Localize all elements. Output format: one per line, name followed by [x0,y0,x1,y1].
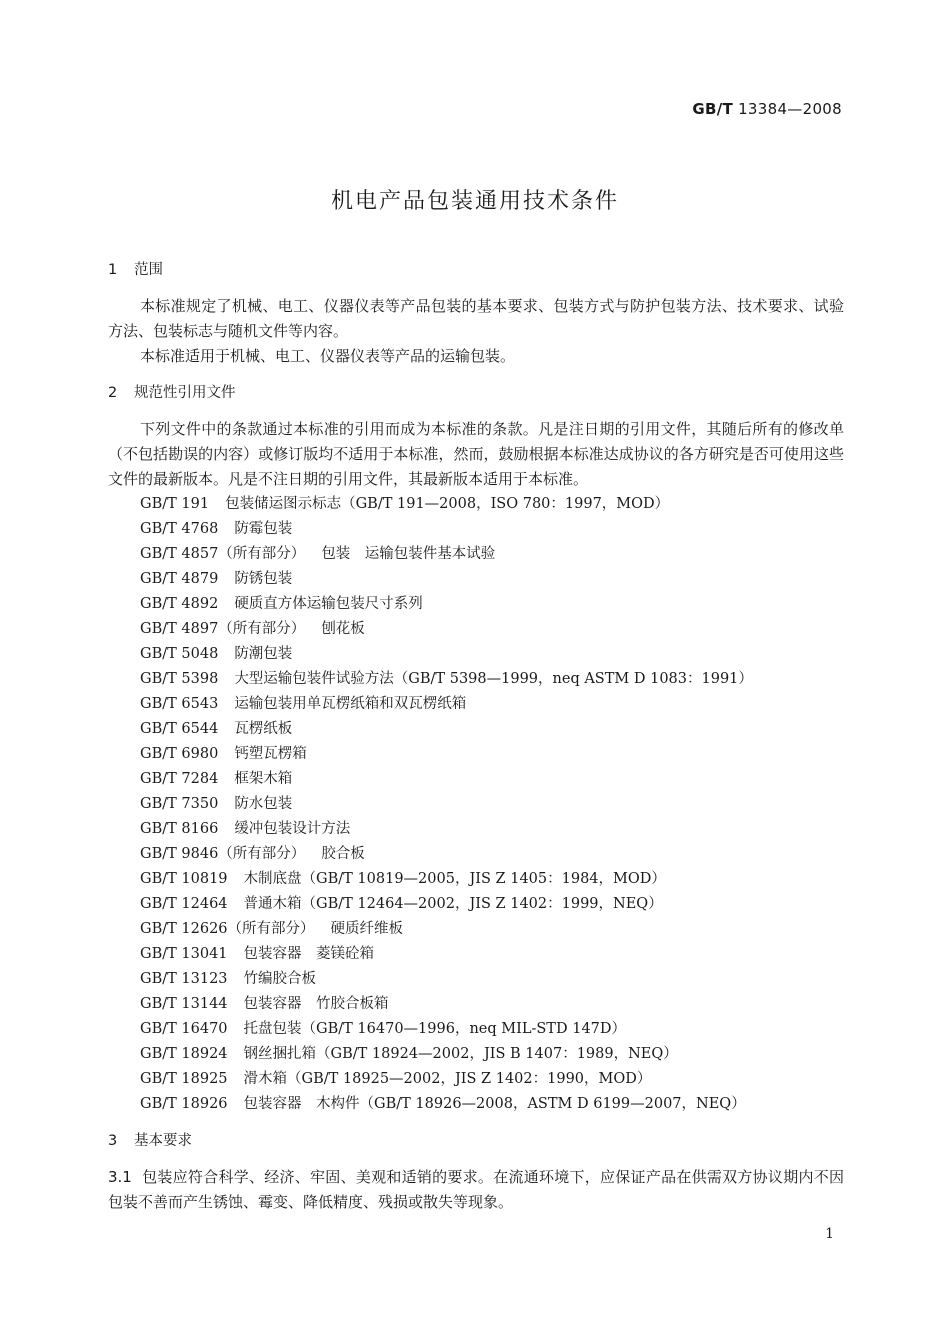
reference-title: 钢丝捆扎箱（GB/T 18924—2002，JIS B 1407：1989，NEQ） [243,1046,678,1062]
reference-code: GB/T 7284 [140,771,219,787]
reference-code: GB/T 5398 [140,671,219,687]
document-body [108,258,844,1215]
clause-3-1 [108,1165,844,1215]
reference-title: 包装储运图示标志（GB/T 191—2008，ISO 780：1997，MOD） [225,496,670,512]
reference-item [108,892,844,917]
section-title: 范围 [134,262,163,278]
reference-code: GB/T 10819 [140,871,228,887]
reference-item [108,1067,844,1092]
reference-item [108,792,844,817]
reference-title: 防水包装 [234,796,293,812]
section-number: 3 [108,1133,118,1149]
reference-item [108,917,844,942]
reference-code: GB/T 5048 [140,646,219,662]
clause-text: 包装应符合科学、经济、牢固、美观和适销的要求。在流通环境下，应保证产品在供需双方协议期内不因包装不善而产生锈蚀、霉变、降低精度、残损或散失等现象。 [108,1168,844,1211]
reference-title: 滑木箱（GB/T 18925—2002，JIS Z 1402：1990，MOD） [243,1071,652,1087]
reference-item [108,767,844,792]
reference-code: GB/T 12464 [140,896,228,912]
reference-item [108,492,844,517]
reference-code: GB/T 4857（所有部分） [140,546,306,562]
reference-title: 包装容器 菱镁砼箱 [243,946,375,962]
clause-number: 3.1 [108,1168,132,1186]
reference-item [108,742,844,767]
reference-title: 瓦楞纸板 [234,721,293,737]
reference-code: GB/T 16470 [140,1021,228,1037]
reference-code: GB/T 13123 [140,971,228,987]
page-number: 1 [825,1226,834,1242]
reference-title: 钙塑瓦楞箱 [234,746,307,762]
reference-item [108,542,844,567]
reference-code: GB/T 4768 [140,521,219,537]
reference-item [108,842,844,867]
reference-code: GB/T 18925 [140,1071,228,1087]
reference-item [108,992,844,1017]
section-title: 规范性引用文件 [134,385,236,401]
section-1-heading [108,258,844,282]
reference-item [108,517,844,542]
reference-code: GB/T 18926 [140,1096,228,1112]
paragraph: 本标准规定了机械、电工、仪器仪表等产品包装的基本要求、包装方式与防护包装方法、技术要求、试验方法、包装标志与随机文件等内容。 [108,297,844,340]
paragraph: 下列文件中的条款通过本标准的引用而成为本标准的条款。凡是注日期的引用文件，其随后所有的修改单（不包括勘误的内容）或修订版均不适用于本标准，然而，鼓励根据本标准达成协议的各方研究是否可使用这些文件的最新版本。凡是不注日期的引用文件，其最新版本适用于本标准。 [108,420,844,488]
section-number: 1 [108,262,118,278]
reference-code: GB/T 6543 [140,696,219,712]
reference-item [108,717,844,742]
reference-item [108,1092,844,1117]
reference-item [108,817,844,842]
reference-title: 缓冲包装设计方法 [234,821,351,837]
reference-title: 普通木箱（GB/T 12464—2002，JIS Z 1402：1999，NEQ） [243,896,663,912]
reference-item [108,1042,844,1067]
reference-title: 防潮包装 [234,646,293,662]
reference-item [108,567,844,592]
reference-code: GB/T 13041 [140,946,228,962]
section-number: 2 [108,385,118,401]
reference-title: 硬质直方体运输包装尺寸系列 [234,596,423,612]
reference-code: GB/T 12626（所有部分） [140,921,315,937]
reference-title: 胶合板 [321,846,365,862]
reference-item [108,592,844,617]
section-3-heading [108,1129,844,1153]
reference-code: GB/T 7350 [140,796,219,812]
reference-title: 包装容器 木构件（GB/T 18926—2008，ASTM D 6199—2007，NEQ） [243,1096,746,1112]
reference-title: 木制底盘（GB/T 10819—2005，JIS Z 1405：1984，MOD） [243,871,666,887]
reference-title: 防霉包装 [234,521,293,537]
reference-title: 防锈包装 [234,571,293,587]
reference-code: GB/T 191 [140,496,210,512]
reference-code: GB/T 4892 [140,596,219,612]
reference-title: 刨花板 [321,621,365,637]
reference-item [108,692,844,717]
reference-title: 竹编胶合板 [243,971,317,987]
reference-title: 运输包装用单瓦楞纸箱和双瓦楞纸箱 [234,696,467,712]
reference-code: GB/T 4897（所有部分） [140,621,306,637]
reference-title: 托盘包装（GB/T 16470—1996，neq MIL-STD 147D） [243,1021,627,1037]
reference-title: 包装容器 竹胶合板箱 [243,996,389,1012]
reference-item [108,942,844,967]
reference-title: 硬质纤维板 [330,921,404,937]
reference-code: GB/T 4879 [140,571,219,587]
reference-code: GB/T 13144 [140,996,228,1012]
reference-item [108,1017,844,1042]
section-title: 基本要求 [134,1133,192,1149]
standard-number: 13384—2008 [738,100,842,118]
standard-prefix: GB/T [692,100,734,118]
standard-code [692,100,842,118]
reference-item [108,667,844,692]
paragraph: 本标准适用于机械、电工、仪器仪表等产品的运输包装。 [140,347,516,365]
reference-code: GB/T 6544 [140,721,219,737]
reference-item [108,642,844,667]
section-2-heading [108,381,844,405]
reference-title: 大型运输包装件试验方法（GB/T 5398—1999，neq ASTM D 1083：1991） [234,671,753,687]
reference-item [108,617,844,642]
reference-title: 包装 运输包装件基本试验 [321,546,496,562]
reference-code: GB/T 9846（所有部分） [140,846,306,862]
reference-item [108,867,844,892]
document-title: 机电产品包装通用技术条件 [330,189,619,214]
reference-title: 框架木箱 [234,771,293,787]
reference-code: GB/T 6980 [140,746,219,762]
reference-list [108,492,844,1117]
reference-code: GB/T 8166 [140,821,219,837]
reference-item [108,967,844,992]
reference-code: GB/T 18924 [140,1046,228,1062]
